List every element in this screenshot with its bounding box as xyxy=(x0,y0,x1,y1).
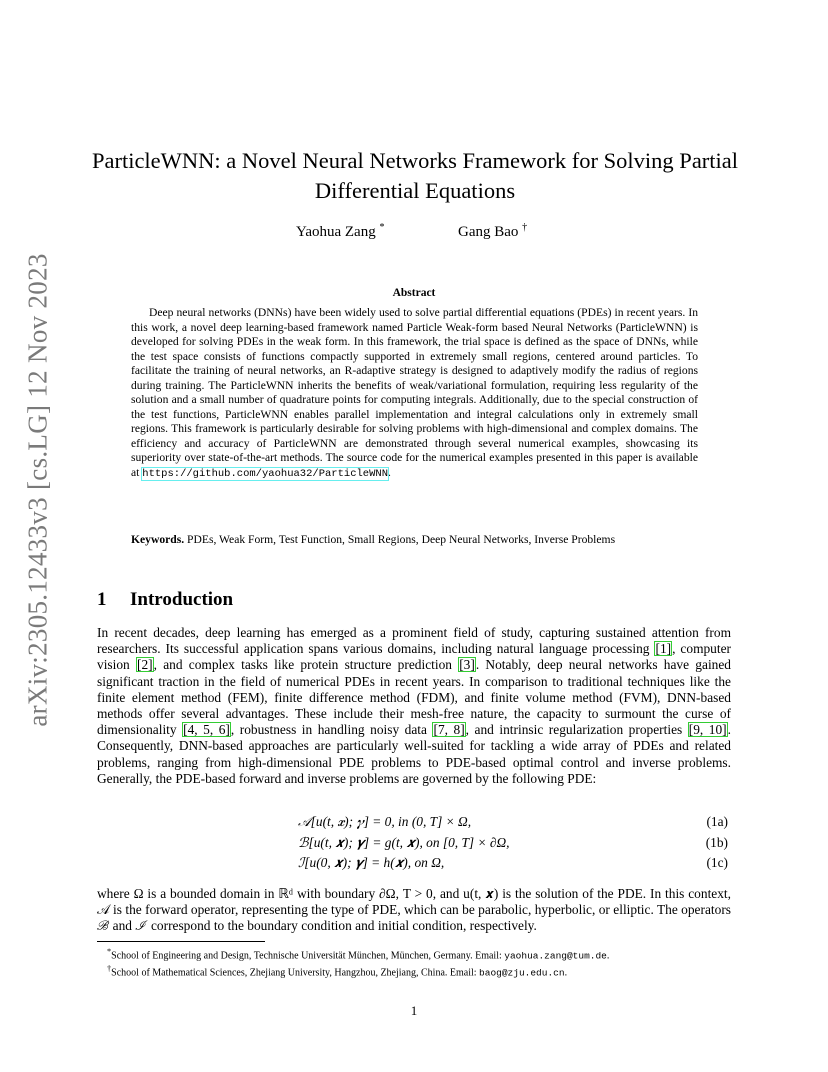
footnote-1: *School of Engineering and Design, Technische Universität München, München, Germany. Email: yaohua.zang@tum.de. xyxy=(107,947,610,962)
footnotes xyxy=(97,945,737,980)
keywords-list: PDEs, Weak Form, Test Function, Small Regions, Deep Neural Networks, Inverse Problems xyxy=(187,533,616,546)
equation-tag: (1b) xyxy=(705,834,728,850)
post-equation-paragraph: where Ω is a bounded domain in ℝᵈ with boundary ∂Ω, T > 0, and u(t, 𝒙) is the solution of the PDE. In this context, 𝒜 is the forward operator, representing the type of PDE, which can be parabolic, hyperbolic, or elliptic. The operators ℬ and ℐ correspond to the boundary condition and initial condition, respectively. xyxy=(97,886,731,934)
arxiv-sidebar-stamp xyxy=(18,253,58,727)
author-1-footnote-mark: * xyxy=(379,222,385,233)
equation-1c: ℐ[u(0, 𝒙); 𝜸] = h(𝒙), on Ω, (1c) xyxy=(298,855,728,870)
intro-text: , and intrinsic regularization properties xyxy=(465,722,688,738)
footnote-1-email[interactable]: yaohua.zang@tum.de xyxy=(504,950,607,962)
keywords xyxy=(131,533,731,546)
source-code-link[interactable]: https://github.com/yaohua32/ParticleWNN xyxy=(142,467,389,480)
author-1: Yaohua Zang * xyxy=(296,222,385,240)
paper-title: ParticleWNN: a Novel Neural Networks Framework for Solving Partial Differential Equations xyxy=(91,148,739,203)
intro-text: In recent decades, deep learning has emerged as a prominent field of study, capturing sustained attention from researchers. Its successful application spans various domains, including natural language processing xyxy=(97,625,731,657)
intro-paragraph xyxy=(97,625,731,787)
author-2-footnote-mark: † xyxy=(522,222,528,233)
keywords-label: Keywords. xyxy=(131,533,185,546)
equation-block xyxy=(97,814,731,876)
page-number: 1 xyxy=(410,1003,418,1018)
equation-1a: 𝒜[u(t, 𝒙); 𝜸] = 0, in (0, T] × Ω, (1a) xyxy=(298,814,728,829)
author-2: Gang Bao † xyxy=(458,222,528,240)
footnote-2-email[interactable]: baog@zju.edu.cn xyxy=(479,967,565,979)
intro-text: , robustness in handling noisy data xyxy=(230,722,433,738)
equation-tag: (1a) xyxy=(706,814,728,829)
abstract-text: Deep neural networks (DNNs) have been widely used to solve partial differential equations (PDEs) in recent years. In this work, a novel deep learning-based framework named Particle Weak-form based Neural Networks (ParticleWNN) is developed for solving PDEs in the weak form. In this framework, the trial space is defined as the space of DNNs, while the test space consists of functions compactly supported in extremely small regions, centered around particles. To facilitate the training of neural networks, an R-adaptive strategy is designed to adaptively modify the radius of regions during training. The ParticleWNN inherits the benefits of weak/variational formulation, requiring less regularity of the solution and a small number of quadrature points for computing integrals. Additionally, due to the special construction of the test functions, ParticleWNN enables parallel implementation and integral calculations only in extremely small regions. This framework is particularly desirable for solving problems with high-dimensional and complex domains. The efficiency and accuracy of ParticleWNN are demonstrated through several numerical examples, showcasing its superiority over state-of-the-art methods. The source code for the numerical examples presented in this paper is available at https://github.com/yaohua32/ParticleWNN. xyxy=(131,306,698,480)
intro-text: . Notably, deep neural networks have gained significant traction in the field of numerical PDEs in recent years. In comparison to traditional techniques like the finite element method (FEM), finite difference method (FDM), and finite volume method (FVM), DNN-based methods offer several advantages. These include their mesh-free nature, the capacity to surmount the curse of dimensionality xyxy=(97,657,731,738)
section-heading-introduction: 1 Introduction xyxy=(97,589,234,610)
citation-link[interactable]: [9, 10] xyxy=(688,722,727,738)
arxiv-id: arXiv:2305.12433v3 [cs.LG] 12 Nov 2023 xyxy=(22,253,53,727)
citation-link[interactable]: [1] xyxy=(655,641,672,657)
footnote-2: †School of Mathematical Sciences, Zhejiang University, Hangzhou, Zhejiang, China. Email: baog@zju.edu.cn. xyxy=(107,964,568,979)
intro-text: , computer vision xyxy=(97,641,732,673)
equation-1b: ℬ[u(t, 𝒙); 𝜸] = g(t, 𝒙), on [0, T] × ∂Ω, (1b) xyxy=(298,834,728,850)
intro-text: . Consequently, DNN-based approaches are particularly well-suited for tackling a wide array of PDEs and related problems, ranging from high-dimensional PDE problems to PDE-based optimal control and inverse problems. Generally, the PDE-based forward and inverse problems are governed by the following PDE: xyxy=(97,722,731,786)
citation-link[interactable]: [4, 5, 6] xyxy=(183,722,230,738)
equation-tag: (1c) xyxy=(706,855,728,870)
citation-link[interactable]: [7, 8] xyxy=(433,722,465,738)
citation-link[interactable]: [2] xyxy=(136,657,153,673)
citation-link[interactable]: [3] xyxy=(459,657,475,673)
abstract-heading: Abstract xyxy=(392,287,436,299)
footnote-rule xyxy=(97,941,265,942)
intro-text: , and complex tasks like protein structure prediction xyxy=(153,657,459,673)
